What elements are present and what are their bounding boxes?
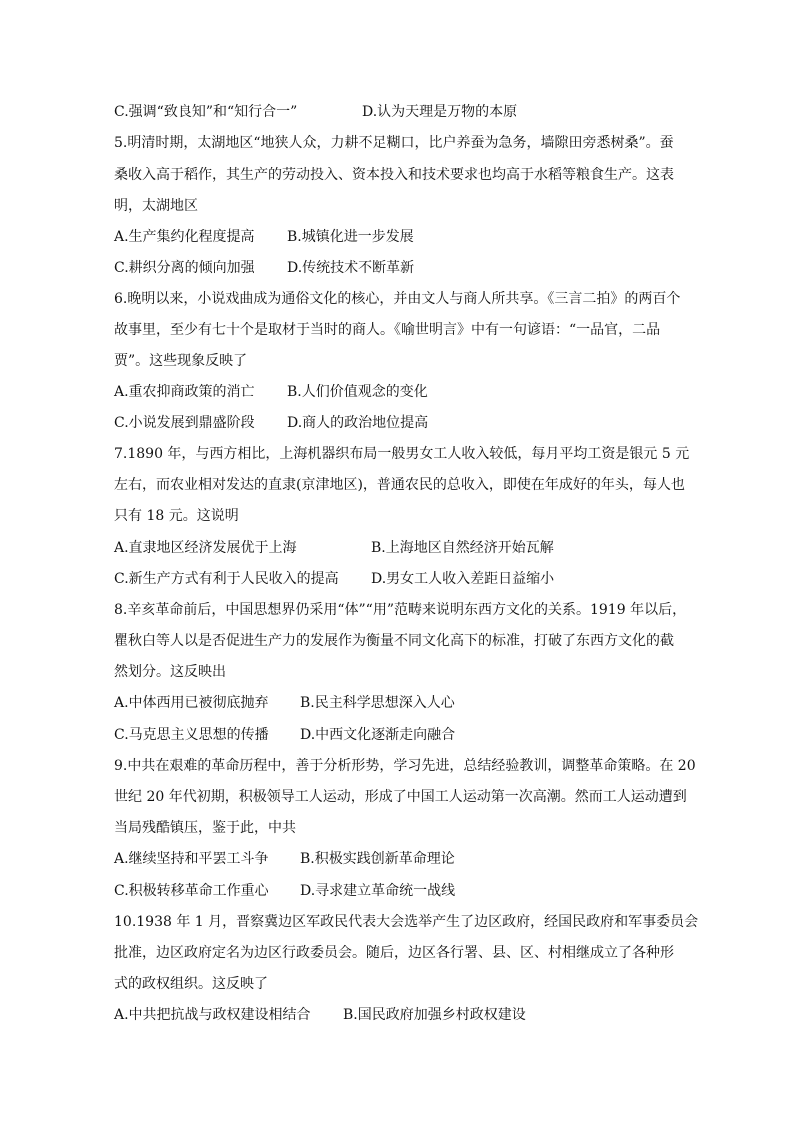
q8-option-d[interactable]: D.中西文化逐渐走向融合 (300, 727, 456, 743)
q10-stem-line-3: 式的政权组织。这反映了 (114, 976, 268, 992)
q5-option-a[interactable]: A.生产集约化程度提高 (114, 229, 255, 245)
q4-option-c[interactable]: C.强调“致良知”和“知行合一” (114, 104, 298, 120)
q8-option-a[interactable]: A.中体西用已被彻底抛弃 (114, 695, 269, 711)
q9-option-c[interactable]: C.积极转移革命工作重心 (114, 883, 269, 899)
q10-stem-line-2: 批准，边区政府定名为边区行政委员会。随后，边区各行署、县、区、村相继成立了各种形 (114, 945, 674, 961)
q5-option-c[interactable]: C.耕织分离的倾向加强 (114, 260, 255, 276)
q9-option-a[interactable]: A.继续坚持和平罢工斗争 (114, 851, 269, 867)
q8-stem-line-1: 8.辛亥革命前后，中国思想界仍采用“体”“用”范畴来说明东西方文化的关系。1919 年以后， (114, 602, 687, 618)
q8-option-c[interactable]: C.马克思主义思想的传播 (114, 727, 269, 743)
q9-stem-line-2: 世纪 20 年代初期，积极领导工人运动，形成了中国工人运动第一次高潮。然而工人运动遭到 (114, 789, 687, 805)
q6-stem-line-2: 故事里，至少有七十个是取材于当时的商人。《喻世明言》中有一句谚语：“一品官，二品 (114, 322, 661, 338)
q6-option-d[interactable]: D.商人的政治地位提高 (287, 415, 429, 431)
q6-option-b[interactable]: B.人们价值观念的变化 (287, 384, 428, 400)
q7-stem-line-1: 7.1890 年，与西方相比，上海机器织布局一般男女工人收入较低，每月平均工资是银元 5 元 (114, 446, 690, 462)
q9-option-d[interactable]: D.寻求建立革命统一战线 (300, 883, 456, 899)
q5-stem-line-3: 明，太湖地区 (114, 198, 198, 214)
q10-option-b[interactable]: B.国民政府加强乡村政权建设 (343, 1007, 526, 1023)
q6-stem-line-1: 6.晚明以来，小说戏曲成为通俗文化的核心，并由文人与商人所共享。《三言二拍》的两百个 (114, 291, 681, 307)
q8-option-b[interactable]: B.民主科学思想深入人心 (300, 695, 455, 711)
q7-option-c[interactable]: C.新生产方式有利于人民收入的提高 (114, 571, 339, 587)
q7-option-a[interactable]: A.直隶地区经济发展优于上海 (114, 540, 297, 556)
q7-option-d[interactable]: D.男女工人收入差距日益缩小 (371, 571, 555, 587)
q4-option-d[interactable]: D.认为天理是万物的本原 (362, 104, 518, 120)
q6-option-c[interactable]: C.小说发展到鼎盛阶段 (114, 415, 255, 431)
q7-stem-line-2: 左右，而农业相对发达的直隶(京津地区)，普通农民的总收入，即使在年成好的年头，每人也 (114, 477, 685, 493)
q5-option-d[interactable]: D.传统技术不断革新 (287, 260, 415, 276)
q10-option-a[interactable]: A.中共把抗战与政权建设相结合 (114, 1007, 311, 1023)
q7-stem-line-3: 只有 18 元。这说明 (114, 508, 239, 524)
q9-stem-line-3: 当局残酷镇压，鉴于此，中共 (114, 820, 296, 836)
q9-option-b[interactable]: B.积极实践创新革命理论 (300, 851, 455, 867)
q9-stem-line-1: 9.中共在艰难的革命历程中，善于分析形势，学习先进，总结经验教训，调整革命策略。在 20 (114, 758, 696, 774)
q8-stem-line-2: 瞿秋白等人以是否促进生产力的发展作为衡量不同文化高下的标准，打破了东西方文化的截 (114, 633, 674, 649)
q6-option-a[interactable]: A.重农抑商政策的消亡 (114, 384, 255, 400)
q5-stem-line-2: 桑收入高于稻作，其生产的劳动投入、资本投入和技术要求也均高于水稻等粮食生产。这表 (114, 167, 674, 183)
q10-stem-line-1: 10.1938 年 1 月，晋察冀边区军政民代表大会选举产生了边区政府，经国民政府和军事委员会 (114, 914, 699, 930)
q6-stem-line-3: 贾”。这些现象反映了 (114, 353, 248, 369)
q5-stem-line-1: 5.明清时期，太湖地区“地狭人众，力耕不足糊口，比户养蚕为急务，墙隙田旁悉树桑”。蚕 (114, 135, 674, 151)
q5-option-b[interactable]: B.城镇化进一步发展 (287, 229, 414, 245)
q8-stem-line-3: 然划分。这反映出 (114, 664, 226, 680)
q7-option-b[interactable]: B.上海地区自然经济开始瓦解 (371, 540, 554, 556)
